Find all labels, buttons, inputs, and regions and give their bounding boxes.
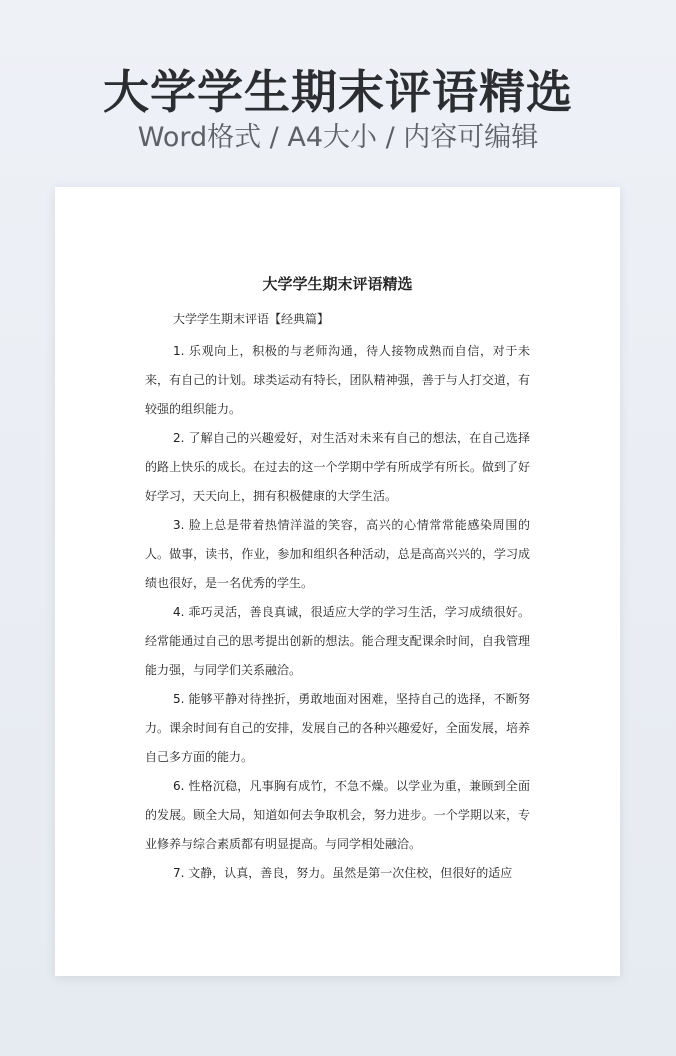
comment-paragraph-4: 4. 乖巧灵活，善良真诚，很适应大学的学习生活，学习成绩很好。经常能通过自己的思考提出创新的想法。能合理支配课余时间，自我管理能力强，与同学们关系融洽。 [145,605,530,677]
document-page [55,187,620,976]
document-subheading: 大学学生期末评语【经典篇】 [173,312,330,326]
comment-paragraph-3: 3. 脸上总是带着热情洋溢的笑容，高兴的心情常常能感染周围的人。做事，读书，作业，参加和组织各种活动，总是高高兴兴的，学习成绩也很好，是一名优秀的学生。 [145,518,530,590]
banner-subtitle: Word格式 / A4大小 / 内容可编辑 [137,122,539,153]
document-body [145,337,530,888]
comment-paragraph-6: 6. 性格沉稳，凡事胸有成竹，不急不燥。以学业为重，兼顾到全面的发展。顾全大局，知道如何去争取机会，努力进步。一个学期以来，专业修养与综合素质都有明显提高。与同学相处融洽。 [145,779,530,851]
banner-title: 大学学生期末评语精选 [103,65,573,119]
comment-paragraph-7: 7. 文静，认真，善良，努力。虽然是第一次住校，但很好的适应 [173,866,513,880]
comment-paragraph-1: 1. 乐观向上，积极的与老师沟通，待人接物成熟而自信，对于未来，有自己的计划。球类运动有特长，团队精神强，善于与人打交道，有较强的组织能力。 [145,344,530,416]
comment-paragraph-2: 2. 了解自己的兴趣爱好，对生活对未来有自己的想法，在自己选择的路上快乐的成长。在过去的这一个学期中学有所成学有所长。做到了好好学习，天天向上，拥有积极健康的大学生活。 [145,431,530,503]
promo-banner [0,0,676,180]
comment-paragraph-5: 5. 能够平静对待挫折，勇敢地面对困难，坚持自己的选择，不断努力。课余时间有自己的安排，发展自己的各种兴趣爱好，全面发展，培养自己多方面的能力。 [145,692,530,764]
document-title: 大学学生期末评语精选 [262,275,413,293]
